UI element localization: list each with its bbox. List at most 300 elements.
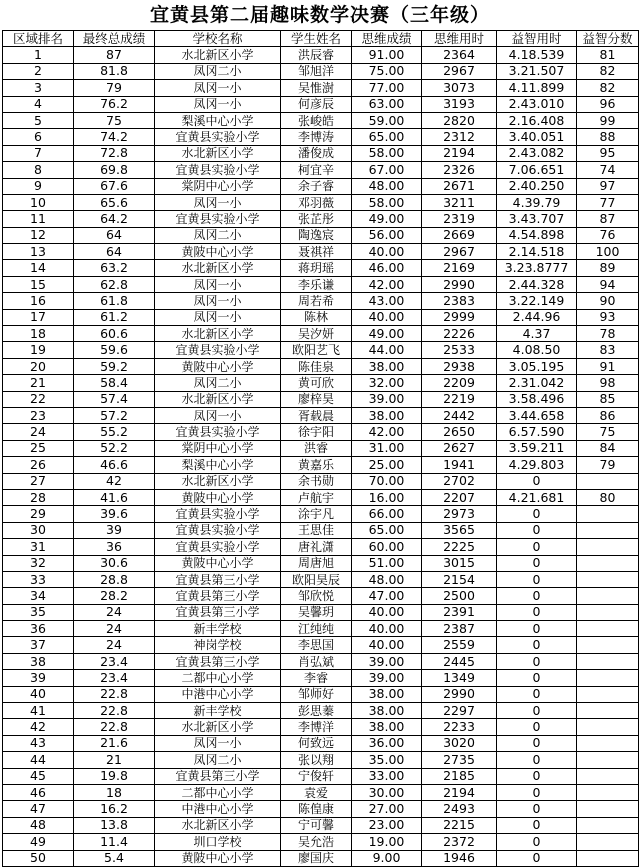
cell-school: 凤冈一小 (155, 96, 281, 112)
cell-rank: 28 (3, 489, 74, 505)
cell-rank: 31 (3, 539, 74, 555)
cell-school: 凤冈二小 (155, 63, 281, 79)
cell-student: 张峻皓 (281, 112, 352, 128)
cell-school: 宜黄县实验小学 (155, 162, 281, 178)
cell-total-score: 46.6 (74, 457, 155, 473)
cell-total-score: 63.2 (74, 260, 155, 276)
table-row (3, 194, 639, 210)
cell-thinking-score: 38.00 (352, 686, 422, 702)
cell-rank: 30 (3, 522, 74, 538)
cell-student: 张以翔 (281, 752, 352, 768)
cell-puzzle-score (577, 473, 639, 489)
cell-thinking-time: 2671 (422, 178, 497, 194)
cell-puzzle-time: 0 (497, 506, 577, 522)
table-row (3, 260, 639, 276)
cell-puzzle-time: 0 (497, 768, 577, 784)
cell-thinking-time: 2319 (422, 211, 497, 227)
cell-student: 潘俊成 (281, 145, 352, 161)
cell-puzzle-time: 2.44.96 (497, 309, 577, 325)
cell-thinking-score: 27.00 (352, 801, 422, 817)
cell-student: 李博洋 (281, 719, 352, 735)
cell-total-score: 30.6 (74, 555, 155, 571)
header-total-score: 最终总成绩 (74, 31, 155, 47)
cell-thinking-time: 3073 (422, 80, 497, 96)
cell-puzzle-score: 95 (577, 145, 639, 161)
cell-rank: 18 (3, 326, 74, 342)
cell-thinking-time: 2391 (422, 604, 497, 620)
cell-thinking-time: 2990 (422, 686, 497, 702)
cell-thinking-time: 2154 (422, 571, 497, 587)
cell-puzzle-score (577, 653, 639, 669)
cell-rank: 34 (3, 588, 74, 604)
cell-total-score: 11.4 (74, 834, 155, 850)
cell-school: 新丰学校 (155, 703, 281, 719)
cell-rank: 19 (3, 342, 74, 358)
table-row (3, 96, 639, 112)
cell-puzzle-time: 3.05.195 (497, 358, 577, 374)
cell-puzzle-score: 96 (577, 96, 639, 112)
cell-puzzle-score: 82 (577, 63, 639, 79)
cell-puzzle-time: 0 (497, 539, 577, 555)
cell-puzzle-score (577, 670, 639, 686)
cell-puzzle-time: 2.43.082 (497, 145, 577, 161)
cell-school: 水北新区小学 (155, 719, 281, 735)
cell-total-score: 19.8 (74, 768, 155, 784)
cell-thinking-score: 58.00 (352, 145, 422, 161)
cell-puzzle-time: 2.43.010 (497, 96, 577, 112)
table-row (3, 817, 639, 833)
cell-student: 陈偟康 (281, 801, 352, 817)
cell-thinking-time: 2500 (422, 588, 497, 604)
cell-total-score: 42 (74, 473, 155, 489)
cell-total-score: 64.2 (74, 211, 155, 227)
cell-total-score: 64 (74, 244, 155, 260)
cell-rank: 49 (3, 834, 74, 850)
table-row (3, 752, 639, 768)
table-row (3, 342, 639, 358)
cell-thinking-score: 75.00 (352, 63, 422, 79)
cell-student: 江纯纯 (281, 621, 352, 637)
cell-thinking-score: 48.00 (352, 571, 422, 587)
cell-student: 唐礼潇 (281, 539, 352, 555)
header-puzzle-score: 益智分数 (577, 31, 639, 47)
header-school: 学校名称 (155, 31, 281, 47)
table-row (3, 80, 639, 96)
cell-school: 宜黄县实验小学 (155, 539, 281, 555)
table-row (3, 686, 639, 702)
cell-puzzle-time: 2.16.408 (497, 112, 577, 128)
cell-puzzle-time: 3.21.507 (497, 63, 577, 79)
cell-student: 余子睿 (281, 178, 352, 194)
cell-school: 凤冈一小 (155, 276, 281, 292)
cell-student: 陈佳泉 (281, 358, 352, 374)
cell-thinking-score: 65.00 (352, 129, 422, 145)
cell-puzzle-score: 88 (577, 129, 639, 145)
cell-thinking-time: 2735 (422, 752, 497, 768)
cell-rank: 46 (3, 784, 74, 800)
cell-puzzle-time: 2.44.328 (497, 276, 577, 292)
cell-thinking-score: 31.00 (352, 440, 422, 456)
cell-puzzle-score (577, 637, 639, 653)
cell-puzzle-score: 91 (577, 358, 639, 374)
cell-puzzle-time: 0 (497, 555, 577, 571)
cell-school: 凤冈一小 (155, 735, 281, 751)
table-row (3, 244, 639, 260)
cell-rank: 22 (3, 391, 74, 407)
cell-student: 徐宇阳 (281, 424, 352, 440)
table-row (3, 670, 639, 686)
table-row (3, 768, 639, 784)
cell-school: 宜黄县实验小学 (155, 211, 281, 227)
cell-school: 凤冈一小 (155, 309, 281, 325)
cell-puzzle-time: 0 (497, 621, 577, 637)
cell-thinking-time: 2820 (422, 112, 497, 128)
cell-thinking-time: 2326 (422, 162, 497, 178)
table-row (3, 440, 639, 456)
table-row (3, 473, 639, 489)
cell-puzzle-time: 4.21.681 (497, 489, 577, 505)
table-row (3, 129, 639, 145)
cell-total-score: 62.8 (74, 276, 155, 292)
cell-rank: 7 (3, 145, 74, 161)
table-row (3, 735, 639, 751)
cell-puzzle-score (577, 817, 639, 833)
cell-puzzle-time: 0 (497, 752, 577, 768)
cell-school: 水北新区小学 (155, 47, 281, 63)
cell-thinking-score: 38.00 (352, 407, 422, 423)
cell-thinking-time: 1946 (422, 850, 497, 866)
cell-puzzle-score (577, 752, 639, 768)
cell-thinking-time: 2209 (422, 375, 497, 391)
table-row (3, 47, 639, 63)
cell-thinking-time: 2967 (422, 244, 497, 260)
cell-total-score: 87 (74, 47, 155, 63)
cell-thinking-score: 44.00 (352, 342, 422, 358)
cell-total-score: 75 (74, 112, 155, 128)
table-row (3, 784, 639, 800)
cell-rank: 40 (3, 686, 74, 702)
cell-puzzle-score: 87 (577, 211, 639, 227)
cell-rank: 29 (3, 506, 74, 522)
cell-school: 黄陂中心小学 (155, 850, 281, 866)
cell-thinking-score: 49.00 (352, 326, 422, 342)
table-row (3, 834, 639, 850)
cell-thinking-time: 2445 (422, 653, 497, 669)
cell-total-score: 61.2 (74, 309, 155, 325)
cell-thinking-time: 2194 (422, 145, 497, 161)
cell-thinking-time: 2364 (422, 47, 497, 63)
cell-thinking-time: 2493 (422, 801, 497, 817)
cell-total-score: 59.2 (74, 358, 155, 374)
cell-puzzle-time: 0 (497, 735, 577, 751)
cell-rank: 24 (3, 424, 74, 440)
cell-thinking-score: 42.00 (352, 276, 422, 292)
cell-puzzle-time: 0 (497, 653, 577, 669)
table-row (3, 539, 639, 555)
header-student: 学生姓名 (281, 31, 352, 47)
cell-puzzle-time: 0 (497, 670, 577, 686)
table-row (3, 293, 639, 309)
cell-puzzle-score (577, 522, 639, 538)
cell-puzzle-score (577, 784, 639, 800)
header-thinking-score: 思维成绩 (352, 31, 422, 47)
cell-thinking-score: 38.00 (352, 719, 422, 735)
cell-puzzle-time: 0 (497, 784, 577, 800)
header-puzzle-time: 益智用时 (497, 31, 577, 47)
cell-school: 黄陂中心小学 (155, 244, 281, 260)
cell-thinking-score: 39.00 (352, 653, 422, 669)
cell-puzzle-time: 2.40.250 (497, 178, 577, 194)
cell-school: 凤冈一小 (155, 293, 281, 309)
cell-puzzle-score: 76 (577, 227, 639, 243)
cell-student: 欧阳艺飞 (281, 342, 352, 358)
table-row (3, 719, 639, 735)
cell-thinking-score: 40.00 (352, 637, 422, 653)
cell-rank: 35 (3, 604, 74, 620)
cell-rank: 25 (3, 440, 74, 456)
cell-thinking-score: 39.00 (352, 670, 422, 686)
cell-school: 神岗学校 (155, 637, 281, 653)
cell-thinking-score: 77.00 (352, 80, 422, 96)
cell-thinking-score: 36.00 (352, 735, 422, 751)
table-row (3, 112, 639, 128)
cell-puzzle-score (577, 539, 639, 555)
cell-puzzle-score: 90 (577, 293, 639, 309)
cell-thinking-time: 2559 (422, 637, 497, 653)
cell-thinking-score: 66.00 (352, 506, 422, 522)
cell-puzzle-score: 100 (577, 244, 639, 260)
cell-puzzle-time: 4.37 (497, 326, 577, 342)
cell-rank: 1 (3, 47, 74, 63)
cell-puzzle-time: 0 (497, 719, 577, 735)
cell-rank: 50 (3, 850, 74, 866)
cell-thinking-time: 2372 (422, 834, 497, 850)
cell-puzzle-time: 3.44.658 (497, 407, 577, 423)
cell-school: 宜黄县实验小学 (155, 129, 281, 145)
cell-puzzle-time: 6.57.590 (497, 424, 577, 440)
table-row (3, 571, 639, 587)
cell-school: 宜黄县第三小学 (155, 604, 281, 620)
cell-student: 李博涛 (281, 129, 352, 145)
table-row (3, 211, 639, 227)
cell-total-score: 60.6 (74, 326, 155, 342)
cell-thinking-time: 3193 (422, 96, 497, 112)
cell-total-score: 58.4 (74, 375, 155, 391)
cell-student: 黄嘉乐 (281, 457, 352, 473)
cell-school: 中港中心小学 (155, 686, 281, 702)
cell-rank: 21 (3, 375, 74, 391)
cell-total-score: 39.6 (74, 506, 155, 522)
cell-school: 凤冈一小 (155, 407, 281, 423)
cell-puzzle-score: 74 (577, 162, 639, 178)
cell-thinking-score: 60.00 (352, 539, 422, 555)
cell-school: 黄陂中心小学 (155, 555, 281, 571)
cell-school: 中港中心小学 (155, 801, 281, 817)
cell-thinking-score: 42.00 (352, 424, 422, 440)
cell-puzzle-time: 3.22.149 (497, 293, 577, 309)
cell-total-score: 23.4 (74, 670, 155, 686)
cell-total-score: 24 (74, 604, 155, 620)
cell-school: 棠阴中心小学 (155, 440, 281, 456)
table-row (3, 588, 639, 604)
cell-total-score: 64 (74, 227, 155, 243)
cell-thinking-time: 2938 (422, 358, 497, 374)
cell-puzzle-score (577, 686, 639, 702)
cell-puzzle-time: 0 (497, 588, 577, 604)
cell-student: 蒋玥瑶 (281, 260, 352, 276)
cell-student: 卢航宇 (281, 489, 352, 505)
cell-total-score: 22.8 (74, 703, 155, 719)
cell-thinking-score: 9.00 (352, 850, 422, 866)
cell-thinking-time: 3211 (422, 194, 497, 210)
cell-student: 王思佳 (281, 522, 352, 538)
cell-puzzle-score: 99 (577, 112, 639, 128)
cell-school: 水北新区小学 (155, 817, 281, 833)
cell-school: 宜黄县实验小学 (155, 424, 281, 440)
cell-student: 邹欣悦 (281, 588, 352, 604)
cell-puzzle-time: 0 (497, 686, 577, 702)
cell-school: 水北新区小学 (155, 391, 281, 407)
cell-student: 周唐旭 (281, 555, 352, 571)
cell-puzzle-time: 0 (497, 571, 577, 587)
cell-thinking-score: 91.00 (352, 47, 422, 63)
cell-thinking-time: 3020 (422, 735, 497, 751)
cell-thinking-time: 2627 (422, 440, 497, 456)
cell-thinking-time: 2185 (422, 768, 497, 784)
cell-puzzle-score (577, 555, 639, 571)
cell-school: 宜黄县实验小学 (155, 522, 281, 538)
cell-puzzle-score: 97 (577, 178, 639, 194)
cell-school: 宜黄县第三小学 (155, 588, 281, 604)
cell-thinking-time: 2219 (422, 391, 497, 407)
cell-thinking-time: 2225 (422, 539, 497, 555)
table-row (3, 850, 639, 866)
cell-thinking-time: 2383 (422, 293, 497, 309)
cell-puzzle-score: 80 (577, 489, 639, 505)
cell-rank: 33 (3, 571, 74, 587)
table-row (3, 653, 639, 669)
cell-total-score: 22.8 (74, 686, 155, 702)
cell-total-score: 52.2 (74, 440, 155, 456)
cell-student: 肖弘斌 (281, 653, 352, 669)
cell-school: 水北新区小学 (155, 260, 281, 276)
cell-total-score: 23.4 (74, 653, 155, 669)
cell-total-score: 55.2 (74, 424, 155, 440)
cell-puzzle-time: 0 (497, 703, 577, 719)
cell-puzzle-score: 84 (577, 440, 639, 456)
cell-rank: 14 (3, 260, 74, 276)
cell-rank: 6 (3, 129, 74, 145)
table-row (3, 506, 639, 522)
cell-puzzle-score: 81 (577, 47, 639, 63)
cell-puzzle-score (577, 735, 639, 751)
cell-thinking-score: 23.00 (352, 817, 422, 833)
cell-rank: 41 (3, 703, 74, 719)
cell-total-score: 5.4 (74, 850, 155, 866)
cell-thinking-score: 39.00 (352, 391, 422, 407)
cell-school: 二都中心小学 (155, 670, 281, 686)
cell-rank: 47 (3, 801, 74, 817)
table-row (3, 63, 639, 79)
cell-total-score: 39 (74, 522, 155, 538)
cell-puzzle-score: 98 (577, 375, 639, 391)
cell-thinking-score: 63.00 (352, 96, 422, 112)
cell-school: 新丰学校 (155, 621, 281, 637)
cell-puzzle-score: 89 (577, 260, 639, 276)
cell-puzzle-score (577, 703, 639, 719)
cell-student: 邹师好 (281, 686, 352, 702)
cell-thinking-time: 2297 (422, 703, 497, 719)
cell-rank: 8 (3, 162, 74, 178)
cell-puzzle-time: 7.06.651 (497, 162, 577, 178)
cell-puzzle-time: 0 (497, 834, 577, 850)
cell-thinking-score: 48.00 (352, 178, 422, 194)
cell-student: 陈林 (281, 309, 352, 325)
cell-thinking-score: 19.00 (352, 834, 422, 850)
cell-student: 柯宜辛 (281, 162, 352, 178)
cell-rank: 38 (3, 653, 74, 669)
cell-rank: 11 (3, 211, 74, 227)
cell-rank: 23 (3, 407, 74, 423)
table-row (3, 604, 639, 620)
cell-rank: 37 (3, 637, 74, 653)
cell-puzzle-score (577, 621, 639, 637)
cell-thinking-score: 40.00 (352, 621, 422, 637)
cell-school: 二都中心小学 (155, 784, 281, 800)
cell-student: 何彦辰 (281, 96, 352, 112)
cell-thinking-time: 1349 (422, 670, 497, 686)
table-row (3, 162, 639, 178)
cell-puzzle-score: 82 (577, 80, 639, 96)
cell-student: 吴惟澍 (281, 80, 352, 96)
cell-puzzle-time: 3.58.496 (497, 391, 577, 407)
cell-total-score: 59.6 (74, 342, 155, 358)
cell-rank: 43 (3, 735, 74, 751)
cell-student: 宁可馨 (281, 817, 352, 833)
cell-total-score: 22.8 (74, 719, 155, 735)
cell-rank: 5 (3, 112, 74, 128)
cell-thinking-score: 16.00 (352, 489, 422, 505)
cell-school: 黄陂中心小学 (155, 358, 281, 374)
cell-total-score: 16.2 (74, 801, 155, 817)
cell-student: 周若希 (281, 293, 352, 309)
cell-rank: 26 (3, 457, 74, 473)
cell-student: 涂宇凡 (281, 506, 352, 522)
cell-student: 欧阳昊辰 (281, 571, 352, 587)
table-row (3, 801, 639, 817)
cell-rank: 9 (3, 178, 74, 194)
cell-puzzle-score (577, 768, 639, 784)
cell-puzzle-score: 77 (577, 194, 639, 210)
cell-school: 水北新区小学 (155, 145, 281, 161)
cell-school: 凤冈二小 (155, 227, 281, 243)
cell-thinking-score: 59.00 (352, 112, 422, 128)
cell-thinking-score: 51.00 (352, 555, 422, 571)
cell-total-score: 28.8 (74, 571, 155, 587)
cell-puzzle-time: 0 (497, 801, 577, 817)
cell-school: 宜黄县第三小学 (155, 571, 281, 587)
cell-rank: 4 (3, 96, 74, 112)
cell-total-score: 74.2 (74, 129, 155, 145)
cell-student: 陶逸宸 (281, 227, 352, 243)
cell-puzzle-time: 0 (497, 637, 577, 653)
cell-rank: 17 (3, 309, 74, 325)
cell-thinking-time: 2194 (422, 784, 497, 800)
cell-total-score: 41.6 (74, 489, 155, 505)
cell-rank: 39 (3, 670, 74, 686)
cell-thinking-score: 49.00 (352, 211, 422, 227)
cell-puzzle-time: 3.43.707 (497, 211, 577, 227)
